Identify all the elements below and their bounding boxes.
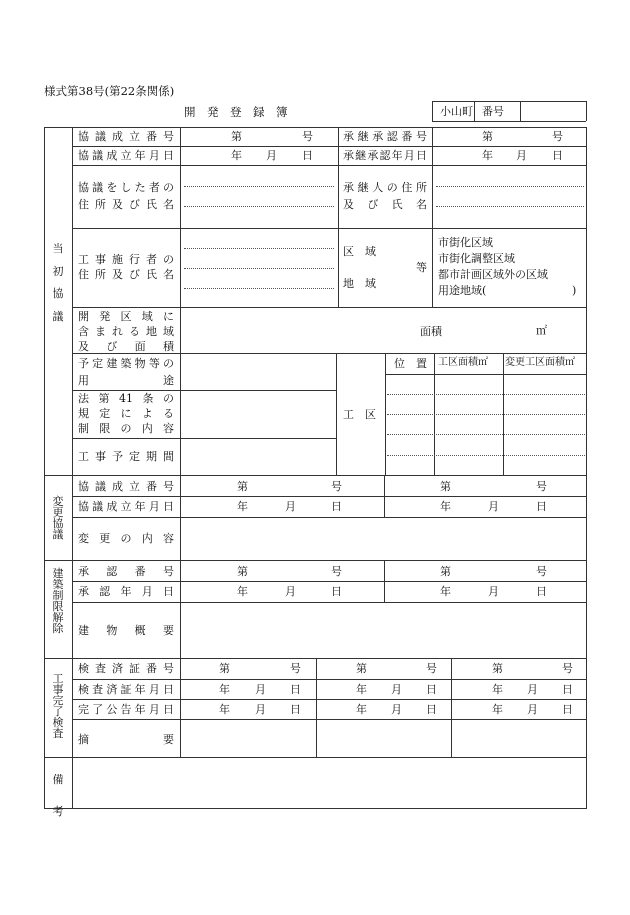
registry-number-value[interactable]: [521, 102, 585, 120]
section-change-agreement: 変更協議: [52, 495, 64, 541]
succession-number-dai: 第: [482, 130, 493, 143]
change-date-1-day: 日: [331, 500, 342, 513]
header-zone-area: 工区面積㎡: [438, 357, 488, 368]
notice-date-3-day: 日: [562, 703, 573, 716]
notice-date-3-month: 月: [527, 703, 538, 716]
label-agreement-number: 協議成立番号: [78, 130, 174, 143]
cert-no-3-go: 号: [562, 662, 573, 675]
label-change-content: 変更の内容: [78, 532, 174, 545]
section-initial-agreement: 当初協議: [52, 242, 64, 323]
cert-no-3-dai: 第: [492, 662, 503, 675]
zone-urbanization-control: 市街化調整区域: [438, 252, 515, 265]
label-planned-use-line1: 予定建築物等の: [78, 357, 174, 370]
label-law41-line2: 規定による: [78, 407, 174, 420]
label-successor-line2: 及び氏名: [343, 198, 427, 211]
label-area-tou: 等: [416, 261, 427, 274]
cert-no-2-go: 号: [426, 662, 437, 675]
succession-number-go: 号: [552, 130, 563, 143]
zone-outside-planning: 都市計画区域外の区域: [438, 268, 548, 281]
release-date-2-day: 日: [536, 585, 547, 598]
label-law41-line1: 法第41条の: [78, 392, 174, 405]
label-succession-date: 承継承認年月日: [343, 149, 427, 162]
label-successor-line1: 承継人の住所: [343, 181, 427, 194]
cert-date-1-year: 年: [219, 683, 230, 696]
cert-date-1-month: 月: [255, 683, 266, 696]
label-area-menseki: 面積: [420, 325, 442, 338]
section-completion-inspection: 工事完了検査: [52, 672, 64, 740]
release-date-2-month: 月: [488, 585, 499, 598]
label-succession-number: 承継承認番号: [343, 130, 427, 143]
agreement-number-dai: 第: [231, 130, 242, 143]
cert-no-1-dai: 第: [219, 662, 230, 675]
cert-date-3-day: 日: [562, 683, 573, 696]
change-date-2-year: 年: [440, 500, 451, 513]
label-inspection-cert-date: 検査済証年月日: [78, 683, 174, 696]
label-dev-area-line1: 開発区域に: [78, 310, 174, 323]
section-building-restriction-release: 建築制限解除: [52, 567, 64, 635]
label-completion-notice-date: 完了公告年月日: [78, 703, 174, 716]
label-work-zone: 工 区: [343, 408, 376, 421]
label-dev-area-line2: 含まれる地域: [78, 325, 174, 338]
cert-date-2-year: 年: [356, 683, 367, 696]
change-date-1-year: 年: [237, 500, 248, 513]
town-name: 小山町: [440, 105, 473, 118]
agreement-date-year: 年: [231, 149, 242, 162]
notice-date-1-year: 年: [219, 703, 230, 716]
label-agreement-date: 協議成立年月日: [78, 149, 174, 162]
release-date-1-year: 年: [237, 585, 248, 598]
release-no-2-dai: 第: [440, 565, 451, 578]
cert-no-1-go: 号: [290, 662, 301, 675]
label-planned-use-line2: 用途: [78, 374, 174, 387]
cert-date-3-month: 月: [527, 683, 538, 696]
release-no-1-dai: 第: [237, 565, 248, 578]
zone-land-use-close: ): [572, 284, 577, 297]
release-no-1-go: 号: [331, 565, 342, 578]
zone-urbanization: 市街化区域: [438, 236, 493, 249]
label-approval-date: 承認年月日: [78, 585, 174, 598]
change-date-2-month: 月: [488, 500, 499, 513]
agreement-date-day: 日: [302, 149, 313, 162]
change-date-1-month: 月: [285, 500, 296, 513]
notice-date-2-year: 年: [356, 703, 367, 716]
change-date-2-day: 日: [536, 500, 547, 513]
succession-date-year: 年: [482, 149, 493, 162]
label-law41-line3: 制限の内容: [78, 422, 174, 435]
label-area-sqm: ㎡: [536, 324, 547, 337]
notice-date-2-month: 月: [391, 703, 402, 716]
succession-date-month: 月: [516, 149, 527, 162]
agreement-number-go: 号: [302, 130, 313, 143]
zone-land-use: 用途地域(: [438, 284, 487, 297]
header-position: 位 置: [394, 357, 427, 370]
label-construction-period: 工事予定期間: [78, 450, 174, 463]
change-no-1-dai: 第: [237, 480, 248, 493]
notice-date-1-month: 月: [255, 703, 266, 716]
release-date-2-year: 年: [440, 585, 451, 598]
form-number: 様式第38号(第22条関係): [44, 84, 175, 98]
label-inspection-cert-number: 検査済証番号: [78, 662, 174, 675]
change-no-2-go: 号: [536, 480, 547, 493]
agreement-date-month: 月: [266, 149, 277, 162]
release-date-1-month: 月: [285, 585, 296, 598]
notice-date-3-year: 年: [492, 703, 503, 716]
label-area-kuiki: 区 域: [343, 245, 376, 258]
cert-no-2-dai: 第: [356, 662, 367, 675]
label-building-overview: 建物概要: [78, 624, 174, 637]
page-title: 開 発 登 録 簿: [184, 105, 288, 119]
release-no-2-go: 号: [536, 565, 547, 578]
label-summary: 摘要: [78, 733, 174, 746]
change-no-2-dai: 第: [440, 480, 451, 493]
succession-date-day: 日: [552, 149, 563, 162]
label-approval-number: 承認番号: [78, 565, 174, 578]
cert-date-3-year: 年: [492, 683, 503, 696]
label-agreer-line2: 住所及び氏名: [78, 198, 174, 211]
notice-date-2-day: 日: [426, 703, 437, 716]
notice-date-1-day: 日: [290, 703, 301, 716]
release-date-1-day: 日: [331, 585, 342, 598]
label-agreer-line1: 協議をした者の: [78, 181, 174, 194]
section-remarks: 備考: [52, 773, 64, 818]
label-contractor-line1: 工事施行者の: [78, 253, 174, 266]
label-change-agreement-date: 協議成立年月日: [78, 500, 174, 513]
label-change-agreement-number: 協議成立番号: [78, 480, 174, 493]
cert-date-2-month: 月: [391, 683, 402, 696]
header-changed-zone-area: 変更工区面積㎡: [505, 357, 575, 368]
cert-date-2-day: 日: [426, 683, 437, 696]
label-contractor-line2: 住所及び氏名: [78, 268, 174, 281]
cert-date-1-day: 日: [290, 683, 301, 696]
label-dev-area-line3: 及び面積: [78, 340, 174, 353]
number-label: 番号: [482, 105, 504, 118]
change-no-1-go: 号: [331, 480, 342, 493]
label-area-chiiki: 地 域: [343, 277, 376, 290]
